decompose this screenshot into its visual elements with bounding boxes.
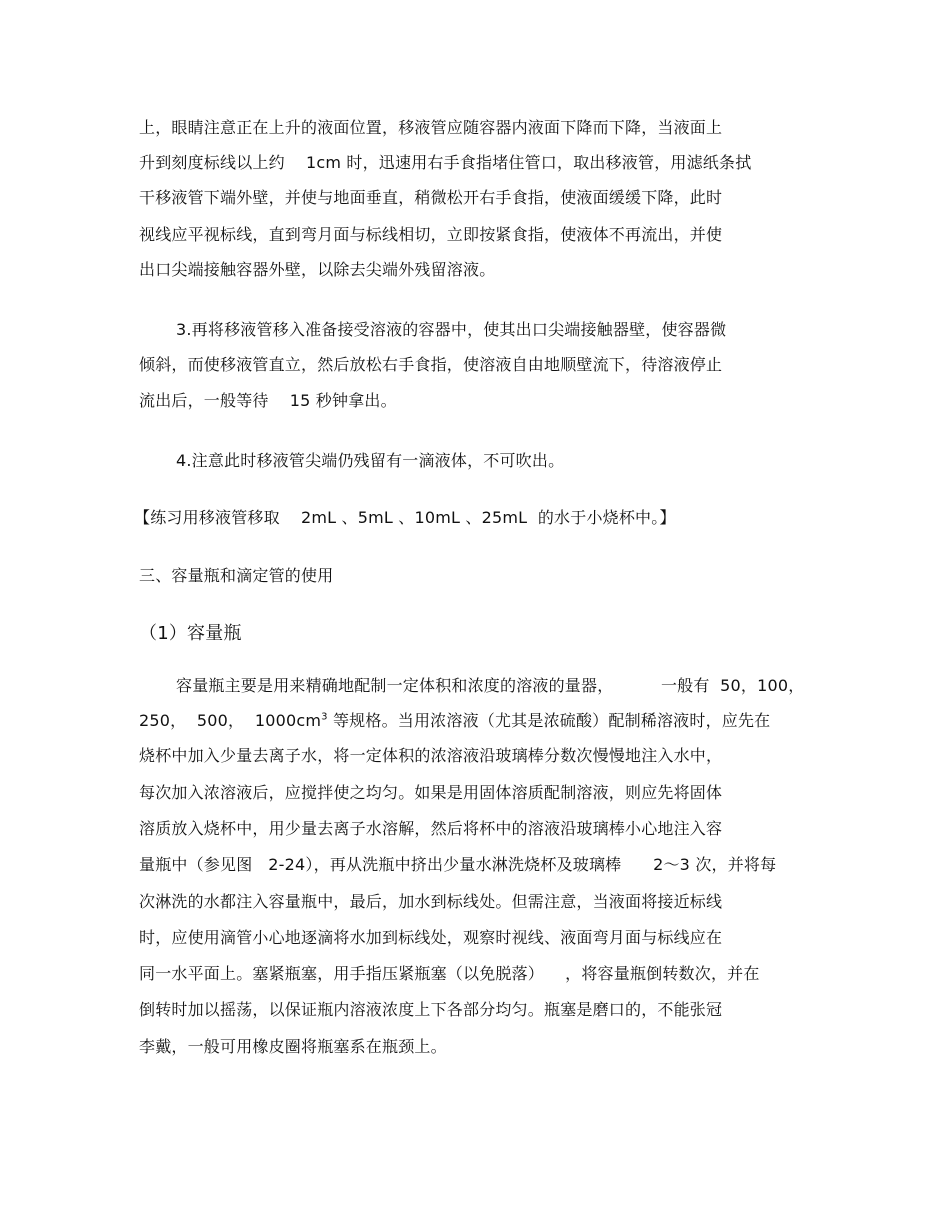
para1-line-4: 视线应平视标线，直到弯月面与标线相切，立即按紧食指，使液体不再流出，并使	[139, 225, 723, 244]
para4-line-10: 倒转时加以摇荡，以保证瓶内溶液浓度上下各部分均匀。瓶塞是磨口的，不能张冠	[139, 1000, 723, 1019]
para4-line-2	[139, 710, 770, 732]
para1-line-5: 出口尖端接触容器外壁，以除去尖端外残留溶液。	[139, 260, 496, 279]
para2-line-3: 流出后，一般等待 15 秒钟拿出。	[139, 391, 397, 410]
section-heading: 三、容量瓶和滴定管的使用	[139, 566, 334, 585]
para4-line-7: 次淋洗的水都注入容量瓶中，最后，加水到标线处。但需注意，当液面将接近标线	[139, 892, 723, 911]
para4-line-2-part-b: 等规格。当用浓溶液（尤其是浓硫酸）配制稀溶液时，应先在	[327, 711, 771, 730]
para4-line-3: 烧杯中加入少量去离子水，将一定体积的浓溶液沿玻璃棒分数次慢慢地注入水中，	[139, 746, 723, 765]
para4-line-6: 量瓶中（参见图 2-24），再从洗瓶中挤出少量水淋洗烧杯及玻璃棒 2～3 次，并将每	[139, 855, 777, 874]
superscript-3: 3	[321, 711, 328, 723]
para4-line-5: 溶质放入烧杯中，用少量去离子水溶解，然后将杯中的溶液沿玻璃棒小心地注入容	[139, 819, 723, 838]
para1-line-3: 干移液管下端外壁，并使与地面垂直，稍微松开右手食指，使液面缓缓下降，此时	[139, 188, 723, 207]
exercise-note: 【练习用移液管移取 2mL 、5mL 、10mL 、25mL 的水于小烧杯中。】	[134, 508, 676, 527]
para3-line: 4.注意此时移液管尖端仍残留有一滴液体，不可吹出。	[176, 451, 565, 470]
para4-line-1: 容量瓶主要是用来精确地配制一定体积和浓度的溶液的量器， 一般有 50，100，	[176, 676, 805, 695]
para2-line-2: 倾斜，而使移液管直立，然后放松右手食指，使溶液自由地顺壁流下，待溶液停止	[139, 355, 723, 374]
subsection-heading: （1）容量瓶	[139, 623, 242, 644]
para4-line-9: 同一水平面上。塞紧瓶塞，用手指压紧瓶塞（以免脱落） ，将容量瓶倒转数次，并在	[139, 964, 760, 983]
para1-line-2: 升到刻度标线以上约 1cm 时，迅速用右手食指堵住管口，取出移液管，用滤纸条拭	[139, 153, 752, 172]
para4-line-2-part-a: 250， 500， 1000cm	[139, 711, 322, 730]
para4-line-8: 时，应使用滴管小心地逐滴将水加到标线处，观察时视线、液面弯月面与标线应在	[139, 928, 723, 947]
para1-line-1: 上，眼睛注意正在上升的液面位置，移液管应随容器内液面下降而下降，当液面上	[139, 118, 723, 137]
para4-line-4: 每次加入浓溶液后，应搅拌使之均匀。如果是用固体溶质配制溶液，则应先将固体	[139, 783, 723, 802]
para2-line-1: 3.再将移液管移入准备接受溶液的容器中，使其出口尖端接触器壁，使容器微	[176, 320, 727, 339]
para4-line-11: 李戴，一般可用橡皮圈将瓶塞系在瓶颈上。	[139, 1037, 447, 1056]
